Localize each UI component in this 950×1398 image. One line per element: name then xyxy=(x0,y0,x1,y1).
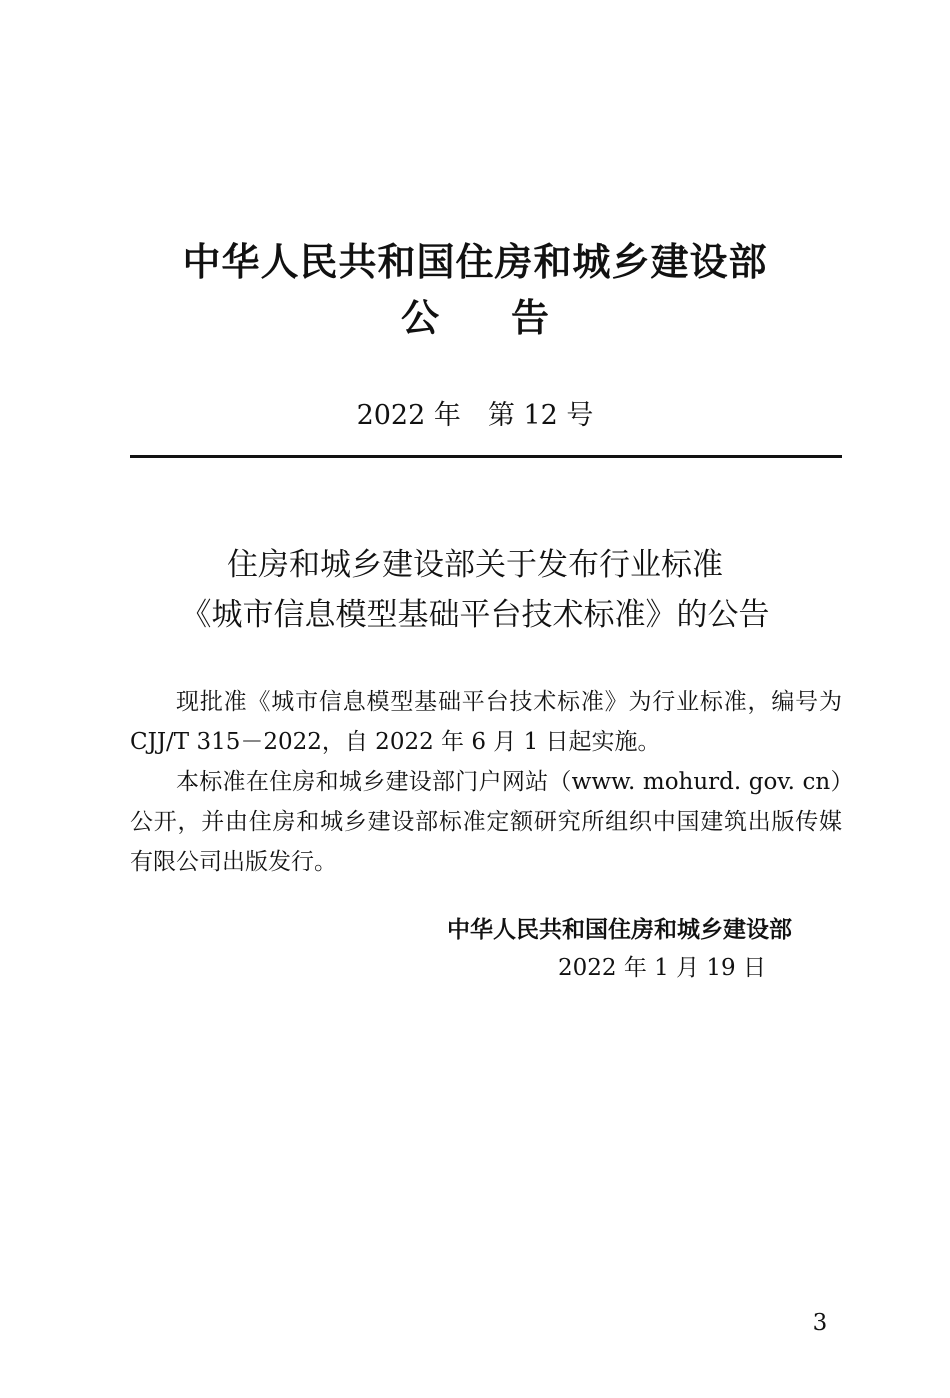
signing-date: 2022 年 1 月 19 日 xyxy=(558,955,766,981)
announcement-body xyxy=(130,682,842,882)
header-divider xyxy=(130,455,842,458)
subject-line-1: 住房和城乡建设部关于发布行业标准 xyxy=(227,547,723,583)
signing-authority: 中华人民共和国住房和城乡建设部 xyxy=(447,917,792,943)
page-number: 3 xyxy=(812,1310,828,1336)
document-number: 2022 年 第 12 号 xyxy=(356,400,594,431)
issuer-title: 中华人民共和国住房和城乡建设部 xyxy=(182,240,768,284)
body-paragraph-1: 现批准《城市信息模型基础平台技术标准》为行业标准，编号为 CJJ/T 315－2022，自 2022 年 6 月 1 日起实施。 xyxy=(130,689,842,755)
subject-line-2: 《城市信息模型基础平台技术标准》的公告 xyxy=(180,597,770,633)
announcement-subject xyxy=(0,540,950,640)
document-type: 公告 xyxy=(400,296,621,340)
body-paragraph-2: 本标准在住房和城乡建设部门户网站（www. mohurd. gov. cn）公开，并由住房和城乡建设部标准定额研究所组织中国建筑出版传媒有限公司出版发行。 xyxy=(130,769,842,875)
